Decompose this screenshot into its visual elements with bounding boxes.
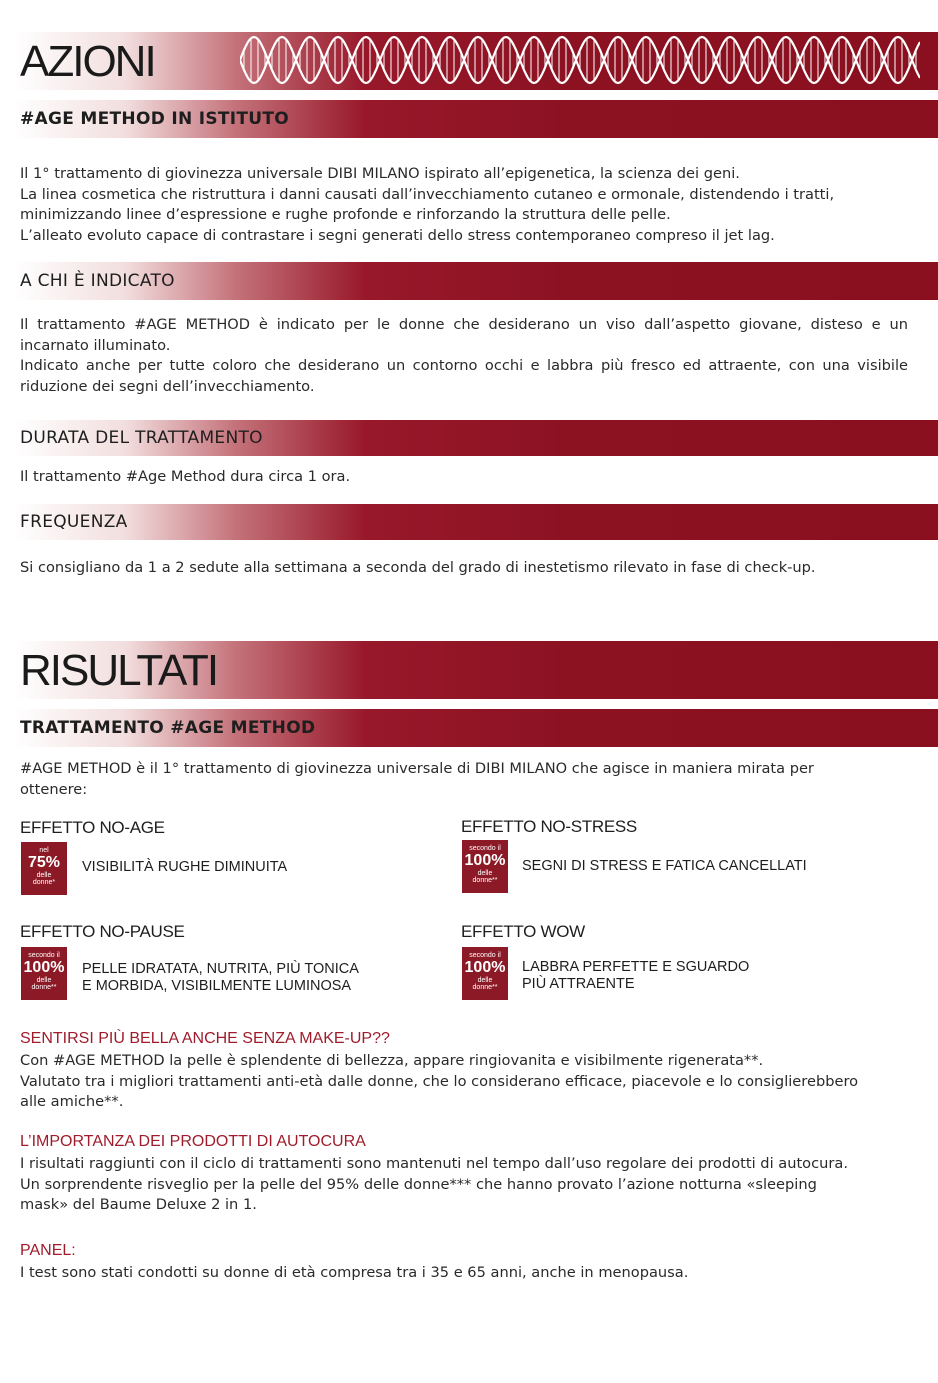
indicato-line: Indicato anche per tutte coloro che desiderano un contorno occhi e labbra più fresco ed attraente, con una visibile riduzione dei segni dell’invecchiamento. (20, 357, 908, 395)
effect-line: SEGNI DI STRESS E FATICA CANCELLATI (522, 858, 807, 874)
dna-helix-icon (240, 30, 920, 90)
section-bar-age-method (14, 100, 938, 138)
section-heading-age-method: #AGE METHOD IN ISTITUTO (20, 109, 290, 129)
stat-badge-wow (462, 947, 508, 1000)
effect-text-no-pause (82, 961, 359, 995)
indicato-paragraph (20, 315, 908, 397)
frequenza-text: Si consigliano da 1 a 2 sedute alla settimana a seconda del grado di inestetismo rilevato in fase di check-up. (20, 559, 816, 576)
stat-badge-no-pause (21, 947, 67, 1000)
age-method-line: Il 1° trattamento di giovinezza universale DIBI MILANO ispirato all’epigenetica, la scienza dei geni. (20, 165, 740, 182)
panel-text: I test sono stati condotti su donne di età compresa tra i 35 e 65 anni, anche in menopausa. (20, 1264, 689, 1281)
section-heading-frequenza: FREQUENZA (20, 512, 128, 532)
badge-delle: delle (36, 872, 52, 879)
badge-delle: delle (477, 977, 493, 984)
effect-line: E MORBIDA, VISIBILMENTE LUMINOSA (82, 978, 352, 994)
section-heading-durata: DURATA DEL TRATTAMENTO (20, 428, 263, 448)
badge-delle: delle (36, 977, 52, 984)
age-method-paragraph (20, 164, 908, 246)
section-bar-trattamento (14, 709, 938, 747)
age-method-line: La linea cosmetica che ristruttura i danni causati dall’invecchiamento cutaneo e ormonale, distendendo i tratti, minimizzando linee d’espressione e rughe profonde e rinforzando la struttura delle pelle. (20, 185, 835, 223)
section-bar-durata (14, 420, 938, 456)
trattamento-intro: #AGE METHOD è il 1° trattamento di giovinezza universale di DIBI MILANO che agisce in maniera mirata per ottenere: (20, 760, 814, 798)
age-method-line: L’alleato evoluto capace di contrastare i segni generati dello stress contemporaneo compreso il jet lag. (20, 226, 775, 244)
badge-prefix: nel (39, 847, 49, 854)
effect-title-no-age: EFFETTO NO-AGE (20, 818, 165, 837)
badge-prefix: secondo il (469, 845, 501, 852)
section-heading-indicato: A CHI È INDICATO (20, 271, 175, 291)
effect-line: PELLE IDRATATA, NUTRITA, PIÙ TONICA (82, 961, 359, 977)
azioni-title: AZIONI (20, 37, 155, 86)
panel-heading: PANEL: (20, 1242, 76, 1259)
risultati-title: RISULTATI (20, 646, 218, 695)
autocura-line: I risultati raggiunti con il ciclo di trattamenti sono mantenuti nel tempo dall’uso regolare dei prodotti di autocura. (20, 1155, 848, 1172)
badge-prefix: secondo il (28, 952, 60, 959)
autocura-heading: L’IMPORTANZA DEI PRODOTTI DI AUTOCURA (20, 1133, 366, 1150)
effect-line: PIÙ ATTRAENTE (522, 976, 635, 992)
makeup-heading: SENTIRSI PIÙ BELLA ANCHE SENZA MAKE-UP?? (20, 1030, 390, 1047)
effect-title-wow: EFFETTO WOW (461, 922, 585, 941)
badge-percent: 100% (464, 959, 506, 976)
effect-line: LABBRA PERFETTE E SGUARDO (522, 959, 750, 975)
autocura-line: Un sorprendente risveglio per la pelle del 95% delle donne*** che hanno provato l’azione notturna «sleeping mask» del Baume Deluxe 2 in 1. (20, 1175, 817, 1213)
durata-text: Il trattamento #Age Method dura circa 1 ora. (20, 468, 351, 485)
effect-line: VISIBILITÀ RUGHE DIMINUITA (82, 859, 288, 875)
stat-badge-no-age (21, 842, 67, 895)
badge-prefix: secondo il (469, 952, 501, 959)
section-bar-frequenza (14, 504, 938, 540)
effect-text-no-age (82, 859, 287, 876)
effect-title-no-stress: EFFETTO NO-STRESS (461, 817, 637, 836)
makeup-line: Con #AGE METHOD la pelle è splendente di bellezza, appare ringiovanita e visibilmente rigenerata**. (20, 1052, 764, 1069)
indicato-line: Il trattamento #AGE METHOD è indicato per le donne che desiderano un viso dall’aspetto giovane, disteso e un incarnato illuminato. (20, 316, 908, 354)
makeup-paragraph (20, 1051, 863, 1113)
effect-title-no-pause: EFFETTO NO-PAUSE (20, 922, 185, 941)
badge-percent: 75% (27, 854, 61, 871)
badge-donne: donne* (32, 879, 56, 886)
section-bar-indicato (14, 262, 938, 300)
badge-delle: delle (477, 870, 493, 877)
autocura-paragraph (20, 1154, 868, 1216)
badge-donne: donne** (472, 877, 498, 884)
makeup-line: Valutato tra i migliori trattamenti anti-età dalle donne, che lo considerano efficace, piacevole e lo consiglierebbero alle amiche**. (20, 1072, 859, 1110)
stat-badge-no-stress (462, 840, 508, 893)
effect-text-wow (522, 959, 749, 993)
section-heading-trattamento: TRATTAMENTO #AGE METHOD (20, 718, 316, 738)
badge-donne: donne** (31, 984, 57, 991)
badge-donne: donne** (472, 984, 498, 991)
badge-percent: 100% (464, 852, 506, 869)
effect-text-no-stress (522, 858, 807, 875)
badge-percent: 100% (23, 959, 65, 976)
